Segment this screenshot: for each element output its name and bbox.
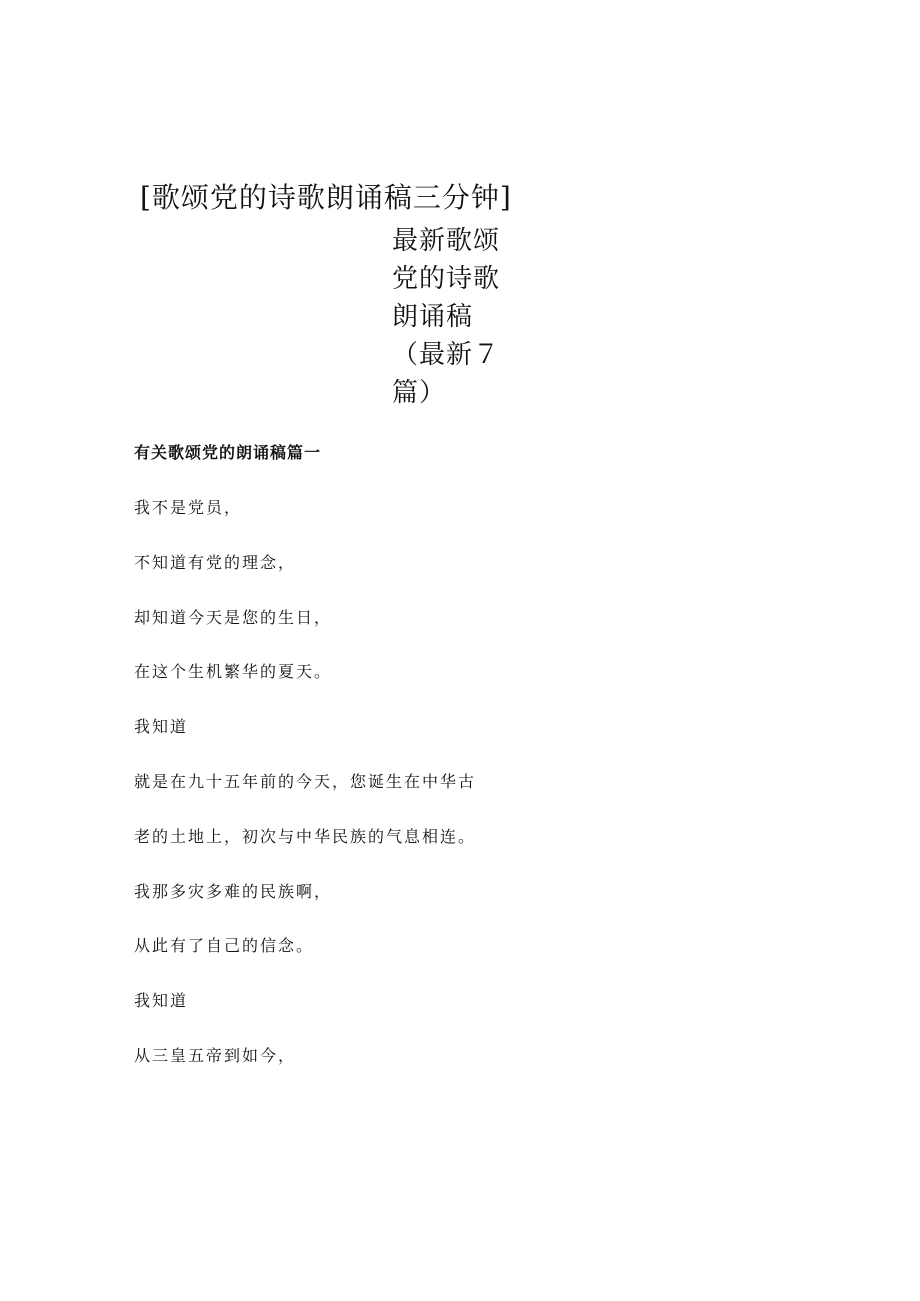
poem-line: 就是在九十五年前的今天，您诞生在中华古 [134,771,477,791]
poem-line: 我不是党员， [134,498,243,517]
poem-line: 从此有了自己的信念。 [134,936,315,956]
poem-line: 却知道今天是您的生日， [134,607,333,627]
document-subtitle-block [392,222,522,412]
subtitle-line: 朗诵稿 [392,302,474,332]
subtitle-line: 党的诗歌 [392,264,501,294]
poem-line: 我知道 [134,717,189,737]
subtitle-line: 篇） [392,378,447,408]
poem-line: 我知道 [134,991,189,1011]
poem-body [134,494,554,1097]
poem-line: 老的土地上，初次与中华民族的气息相连。 [134,826,477,846]
subtitle-line: （最新７ [392,340,501,370]
document-title: [歌颂党的诗歌朗诵稿三分钟] [140,181,512,214]
poem-line: 不知道有党的理念， [134,552,297,572]
section-heading: 有关歌颂党的朗诵稿篇一 [134,443,322,462]
poem-line: 我那多灾多难的民族啊， [134,881,333,901]
poem-line: 在这个生机繁华的夏天。 [134,662,333,682]
poem-line: 从三皇五帝到如今， [134,1045,297,1065]
subtitle-line: 最新歌颂 [392,226,501,256]
